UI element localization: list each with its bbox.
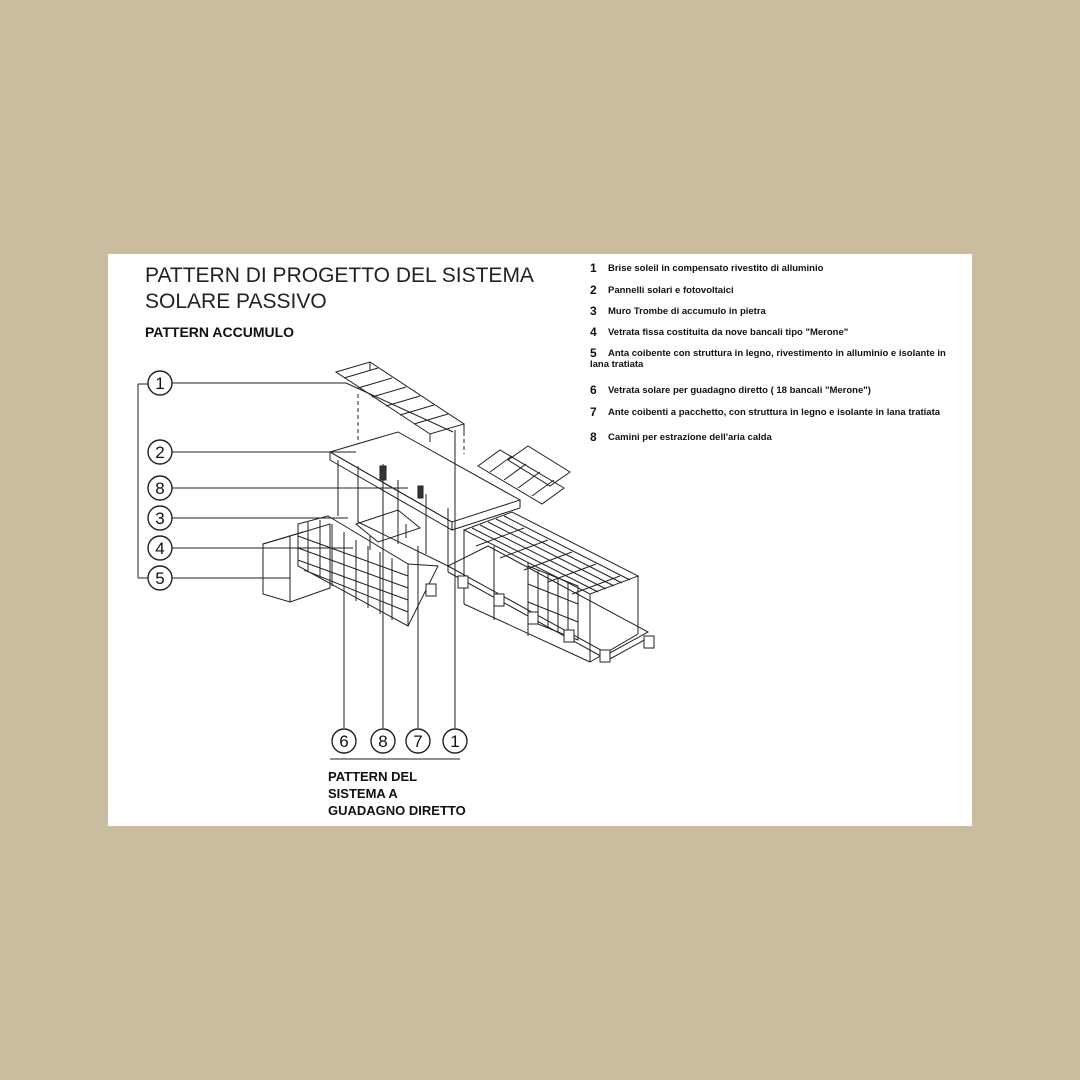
callout-4: 4 — [155, 539, 165, 558]
brise-soleil — [336, 362, 464, 442]
legend-item — [590, 284, 966, 297]
legend-number: 7 — [590, 405, 597, 419]
legend-item — [590, 305, 966, 318]
legend-number: 1 — [590, 261, 597, 275]
legend-text: Vetrata fissa costituita da nove bancali tipo "Merone" — [608, 327, 849, 338]
direct-gain-line-3: GUADAGNO DIRETTO — [328, 803, 466, 818]
legend-text: Brise soleil in compensato rivestito di alluminio — [608, 263, 824, 274]
direct-gain-module — [464, 530, 638, 662]
glazed-facade — [298, 516, 438, 626]
legend-text: Pannelli solari e fotovoltaici — [608, 285, 734, 296]
legend-text: Muro Trombe di accumulo in pietra — [608, 306, 766, 317]
legend-number: 5 — [590, 346, 597, 360]
legend-text: Ante coibenti a pacchetto, con struttura in legno e isolante in lana tratiata — [608, 407, 941, 418]
legend-item — [590, 384, 966, 397]
title-line-1: PATTERN DI PROGETTO DEL SISTEMA — [145, 264, 534, 287]
callout-bottom-7: 7 — [413, 732, 423, 751]
drawing-sheet — [108, 254, 972, 826]
callout-3: 3 — [155, 509, 165, 528]
pergola — [464, 512, 638, 594]
direct-gain-line-2: SISTEMA A — [328, 786, 398, 801]
callout-bottom-1: 1 — [450, 732, 460, 751]
legend-number: 4 — [590, 325, 597, 339]
callout-2: 2 — [155, 443, 165, 462]
callout-bottom-8: 8 — [378, 732, 388, 751]
legend-item — [590, 347, 966, 370]
legend — [590, 262, 966, 444]
title-line-2: SOLARE PASSIVO — [145, 290, 327, 313]
legend-item — [590, 406, 966, 419]
callout-8: 8 — [155, 479, 165, 498]
legend-text: Anta coibente con struttura in legno, rivestimento in alluminio e isolante in lana tratiata — [590, 348, 946, 370]
legend-item — [590, 262, 966, 275]
callout-5: 5 — [155, 569, 165, 588]
subtitle: PATTERN ACCUMULO — [145, 324, 295, 340]
legend-number: 2 — [590, 283, 597, 297]
callout-bottom-6: 6 — [339, 732, 349, 751]
chimney — [380, 466, 386, 480]
legend-item — [590, 431, 966, 444]
legend-number: 3 — [590, 304, 597, 318]
legend-text: Camini per estrazione dell'aria calda — [608, 432, 772, 443]
solar-panels — [478, 446, 570, 504]
callout-1: 1 — [155, 374, 165, 393]
direct-gain-line-1: PATTERN DEL — [328, 769, 418, 784]
legend-number: 6 — [590, 383, 597, 397]
legend-number: 8 — [590, 430, 597, 444]
direct-gain-label — [328, 768, 466, 819]
legend-item — [590, 326, 966, 339]
legend-text: Vetrata solare per guadagno diretto ( 18 bancali "Merone") — [608, 385, 871, 396]
